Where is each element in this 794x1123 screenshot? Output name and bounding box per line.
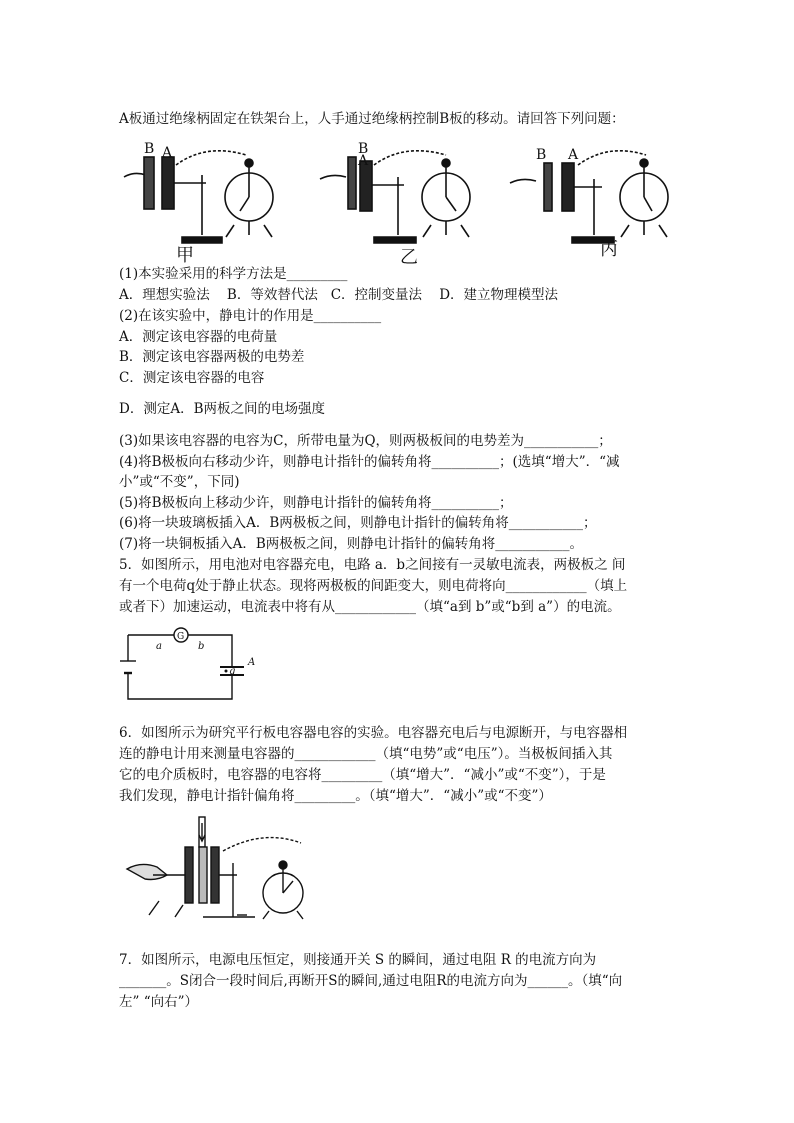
p5-line3: 或者下）加速运动，电流表中将有从____________（填“a到 b”或“b到 a”）的电流。 — [119, 599, 621, 615]
q4-text-line1: (4)将B极板向右移动少许，则静电计指针的偏转角将__________；(选填“增大”．“减 — [119, 454, 620, 470]
q1-stem: (1)本实验采用的科学方法是_________ — [119, 266, 348, 282]
p6-line2: 连的静电计用来测量电容器的____________（填“电势”或“电压”）。当极板间插入其 — [119, 746, 613, 762]
p6-line4: 我们发现，静电计指针偏角将_________。（填“增大”．“减小”或“不变”） — [119, 788, 552, 804]
p5-galvanometer-label: G — [177, 632, 185, 642]
fig1-label-A3: A — [568, 147, 579, 163]
p5-line2: 有一个电荷q处于静止状态。现将两极板的间距变大，则电荷将向____________（填上 — [119, 578, 628, 594]
p5-line1: 5．如图所示，用电池对电容器充电，电路 a．b之间接有一灵敏电流表，两极板之 间 — [119, 557, 626, 573]
fig1-label-B: B — [144, 141, 155, 157]
q2-option-b: B．测定该电容器两极的电势差 — [119, 349, 305, 365]
q2-option-a: A．测定该电容器的电荷量 — [119, 329, 278, 345]
q1-options: A．理想实验法 B．等效替代法 C．控制变量法 D．建立物理模型法 — [119, 287, 559, 303]
q6-text: (6)将一块玻璃板插入A．B两极板之间，则静电计指针的偏转角将___________； — [119, 515, 597, 531]
q5-text: (5)将B极板向上移动少许，则静电计指针的偏转角将__________； — [119, 495, 513, 511]
fig1-label-B2: B — [358, 141, 369, 157]
figure-p5-circuit — [120, 625, 270, 705]
q7-text: (7)将一块铜板插入A．B两极板之间，则静电计指针的偏转角将___________。 — [119, 536, 584, 552]
q2-option-c: C．测定该电容器的电容 — [119, 370, 265, 386]
intro-text: A板通过绝缘柄固定在铁架台上，人手通过绝缘柄控制B板的移动。请回答下列问题： — [119, 111, 625, 127]
fig1-label-A2: A — [358, 153, 369, 169]
q2-stem: (2)在该实验中，静电计的作用是__________ — [119, 308, 382, 324]
figure-jia-yi-bing — [116, 135, 676, 268]
fig1-caption-yi: 乙 — [400, 247, 418, 268]
fig1-label-A: A — [162, 145, 173, 161]
figure-p6-setup — [123, 815, 323, 925]
p5-label-b: b — [198, 641, 205, 652]
p6-line1: 6．如图所示为研究平行板电容器电容的实验。电容器充电后与电源断开，与电容器相 — [119, 725, 628, 741]
q4-text-line2: 小”或“不变”，下同) — [119, 474, 240, 490]
q3-text: (3)如果该电容器的电容为C，所带电量为Q，则两极板间的电势差为___________； — [119, 433, 612, 449]
p5-label-q: q — [229, 666, 236, 677]
p5-label-A: A — [248, 657, 256, 668]
fig1-label-B3: B — [536, 147, 547, 163]
p7-line1: 7．如图所示，电源电压恒定，则接通开关 S 的瞬间，通过电阻 R 的电流方向为 — [119, 952, 597, 968]
p7-line3: 左” “向右”） — [119, 994, 198, 1010]
p5-label-a: a — [156, 641, 162, 652]
p6-line3: 它的电介质板时，电容器的电容将_________（填“增大”．“减小”或“不变”），于是 — [119, 767, 606, 783]
q2-option-d: D．测定A．B两板之间的电场强度 — [119, 401, 325, 417]
fig1-caption-jia: 甲 — [176, 245, 194, 266]
p7-line2: _______。S闭合一段时间后,再断开S的瞬间,通过电阻R的电流方向为______。（填“向 — [119, 973, 623, 989]
fig1-caption-bing: 丙 — [600, 239, 618, 260]
